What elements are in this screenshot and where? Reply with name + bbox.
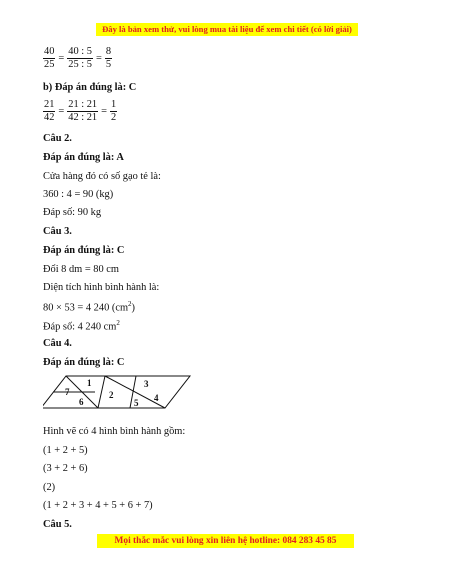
text-line: Diện tích hình bình hành là: xyxy=(43,282,160,293)
part-b-answer: b) Đáp án đúng là: C xyxy=(43,82,137,93)
diagram-line xyxy=(98,376,105,408)
text-line: (3 + 2 + 6) xyxy=(43,463,88,474)
fraction: $\frac{8}{5}$ xyxy=(105,46,112,70)
area-result: Đáp số: 4 240 $cm^2$ xyxy=(43,319,120,333)
text-line: (2) xyxy=(43,482,56,493)
fraction-equation-b: $\frac{21}{42}$ = $\frac{21 : 21}{42 : 21}$ = $\frac{1}{2}$ xyxy=(44,99,117,123)
fraction: $\frac{21 : 21}{42 : 21}$ xyxy=(68,99,98,123)
question-5-title: Câu 5. xyxy=(43,519,72,530)
question-4-title: Câu 4. xyxy=(43,338,72,349)
question-2-answer: Đáp án đúng là: A xyxy=(43,152,124,163)
region-label: 5 xyxy=(134,398,139,408)
region-label: 6 xyxy=(79,397,84,407)
question-4-answer: Đáp án đúng là: C xyxy=(43,357,125,368)
region-label: 4 xyxy=(154,393,159,403)
fraction: $\frac{1}{2}$ xyxy=(111,99,117,123)
text-line: Đáp số: 90 kg xyxy=(43,207,102,218)
text-line: (1 + 2 + 3 + 4 + 5 + 6 + 7) xyxy=(43,500,153,511)
question-3-answer: Đáp án đúng là: C xyxy=(43,245,125,256)
fraction: $\frac{21}{42}$ xyxy=(44,99,55,123)
fraction-equation-a: $\frac{40}{25}$ = $\frac{40 : 5}{25 : 5}$ = $\frac{8}{5}$ xyxy=(44,46,112,70)
question-3-title: Câu 3. xyxy=(43,226,72,237)
text-line: Hình vẽ có 4 hình bình hành gồm: xyxy=(43,426,186,437)
fraction: $\frac{40}{25}$ xyxy=(44,46,55,70)
text-line: (1 + 2 + 5) xyxy=(43,445,88,456)
parallelogram-diagram xyxy=(43,370,193,410)
question-2-title: Câu 2. xyxy=(43,133,72,144)
region-label: 3 xyxy=(144,379,149,389)
fraction: $\frac{40 : 5}{25 : 5}$ xyxy=(68,46,92,70)
area-calculation: 80 × 53 = 4 240 $(cm^2)$ xyxy=(43,300,135,314)
text-line: 360 : 4 = 90 (kg) xyxy=(43,189,114,200)
text-line: Cửa hàng đó có số gạo tẻ là: xyxy=(43,171,161,182)
region-label: 1 xyxy=(87,378,92,388)
hotline-footer: Mọi thắc mắc vui lòng xin liên hệ hotline: 084 283 45 85 xyxy=(97,534,354,548)
region-label: 7 xyxy=(65,387,70,397)
text-line: Đổi 8 dm = 80 cm xyxy=(43,264,119,275)
preview-banner: Đây là bản xem thử, vui lòng mua tài liệu để xem chi tiết (có lời giải) xyxy=(96,23,358,36)
region-label: 2 xyxy=(109,390,114,400)
